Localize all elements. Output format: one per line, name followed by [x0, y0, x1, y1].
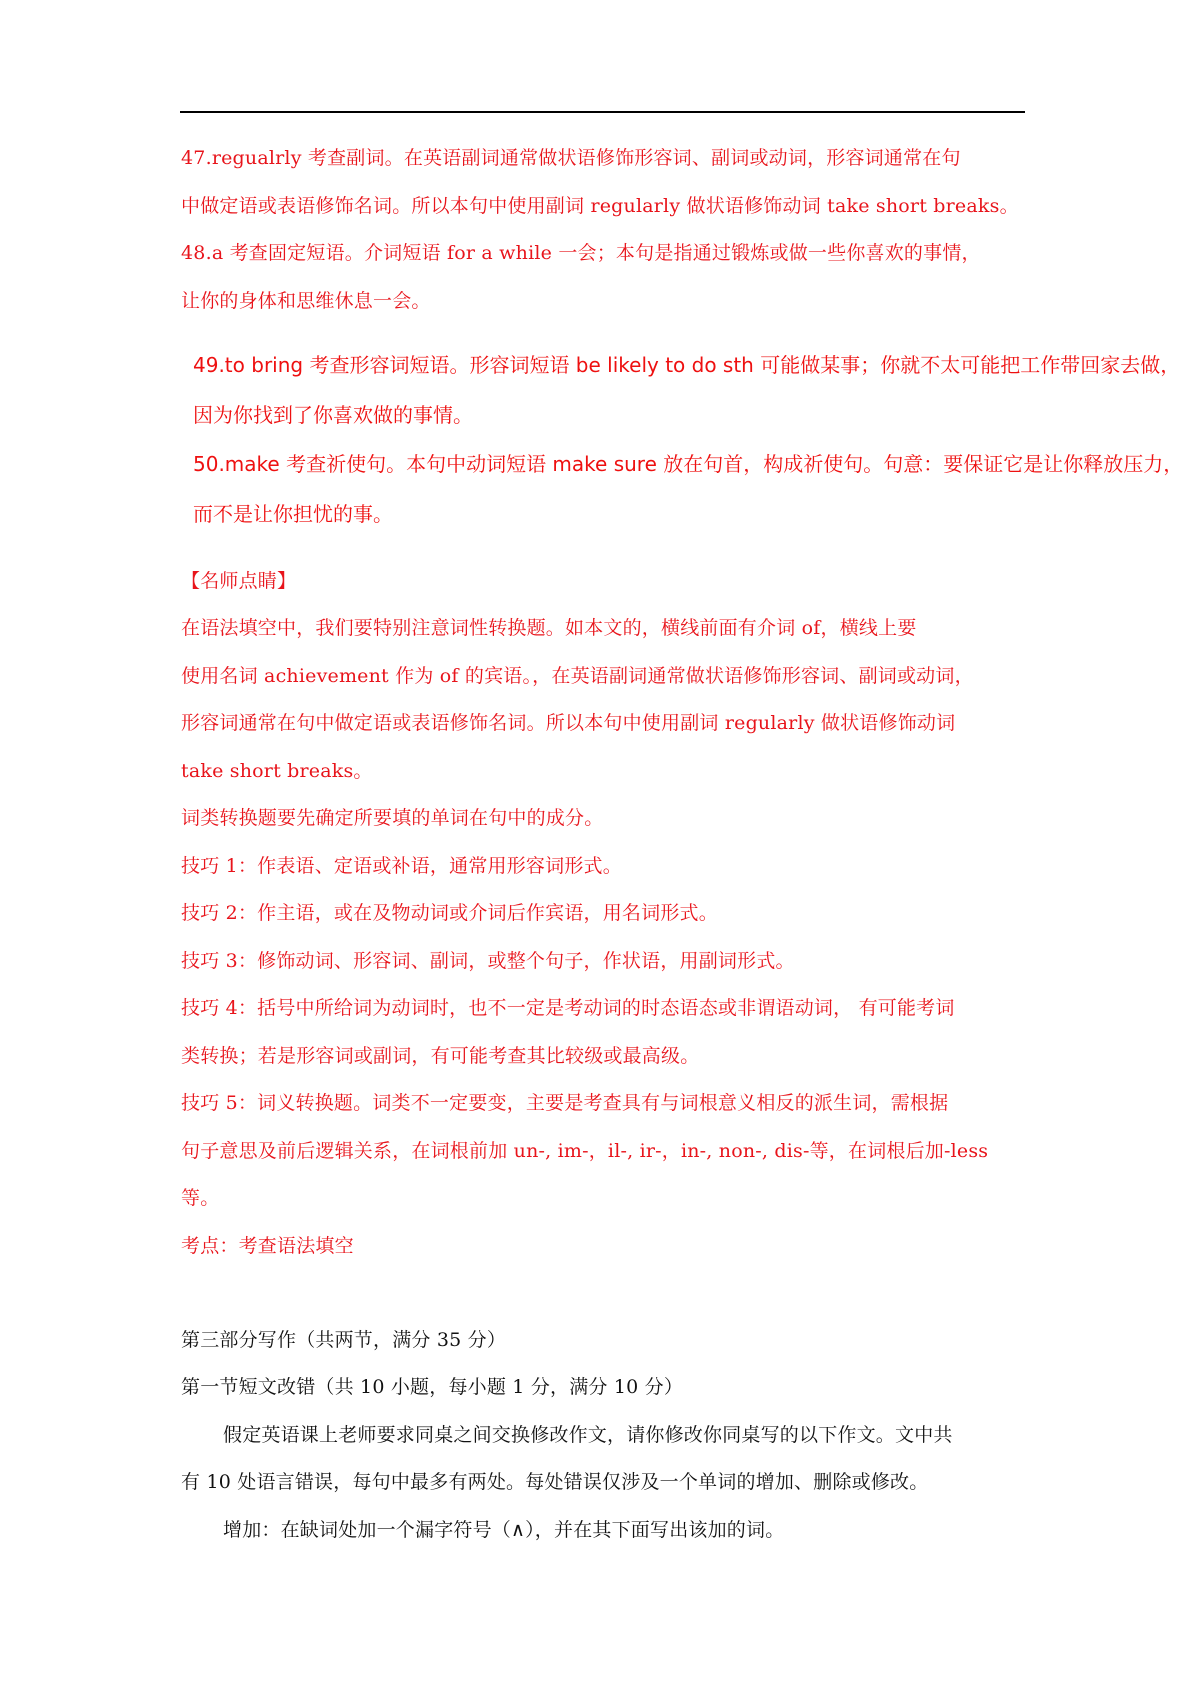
instruction-line-2: 有 10 处语言错误，每句中最多有两处。每处错误仅涉及一个单词的增加、删除或修改。	[181, 1471, 929, 1493]
part3-title: 第三部分写作（共两节，满分 35 分）	[181, 1329, 507, 1351]
tips-para1-line-2: 使用名词 achievement 作为 of 的宾语。，在英语副词通常做状语修饰形容词、副词或动词，	[181, 665, 974, 687]
tips-para1-line-4: take short breaks。	[181, 760, 373, 782]
teacher-tips-heading: 【名师点睛】	[181, 570, 297, 592]
tip-4-line-2: 类转换；若是形容词或副词，有可能考查其比较级或最高级。	[181, 1045, 700, 1067]
q47-line-1: 47.regualrly 考查副词。在英语副词通常做状语修饰形容词、副词或动词，形容词通常在句	[181, 147, 961, 169]
header-rule	[180, 111, 1025, 113]
q50-line-1: 50.make 考查祈使句。本句中动词短语 make sure 放在句首，构成祈使句。句意：要保证它是让你释放压力，	[193, 452, 1184, 476]
tip-5-line-2: 句子意思及前后逻辑关系，在词根前加 un-, im-，il-, ir-，in-, non-, dis-等，在词根后加-less	[181, 1140, 989, 1162]
q50-line-2: 而不是让你担忧的事。	[193, 502, 393, 526]
tips-para1-line-1: 在语法填空中，我们要特别注意词性转换题。如本文的，横线前面有介词 of，横线上要	[181, 617, 917, 639]
instruction-line-1: 假定英语课上老师要求同桌之间交换修改作文，请你修改你同桌写的以下作文。文中共	[223, 1424, 953, 1446]
q48-line-2: 让你的身体和思维休息一会。	[181, 290, 431, 312]
tip-5-line-3: 等。	[181, 1187, 220, 1209]
q49-line-1: 49.to bring 考查形容词短语。形容词短语 be likely to do sth 可能做某事；你就不太可能把工作带回家去做，	[193, 353, 1181, 377]
tip-1: 技巧 1：作表语、定语或补语，通常用形容词形式。	[181, 855, 622, 877]
tip-2: 技巧 2：作主语，或在及物动词或介词后作宾语，用名词形式。	[181, 902, 718, 924]
q49-line-2: 因为你找到了你喜欢做的事情。	[193, 403, 473, 427]
kaodian-line: 考点：考查语法填空	[181, 1235, 354, 1257]
instruction-line-3: 增加：在缺词处加一个漏字符号（∧），并在其下面写出该加的词。	[223, 1519, 785, 1541]
tip-5-line-1: 技巧 5：词义转换题。词类不一定要变，主要是考查具有与词根意义相反的派生词，需根据	[181, 1092, 949, 1114]
section1-title: 第一节短文改错（共 10 小题，每小题 1 分，满分 10 分）	[181, 1376, 684, 1398]
q48-line-1: 48.a 考查固定短语。介词短语 for a while 一会；本句是指通过锻炼或做一些你喜欢的事情，	[181, 242, 981, 264]
q47-line-2: 中做定语或表语修饰名词。所以本句中使用副词 regularly 做状语修饰动词 take short breaks。	[181, 195, 1019, 217]
tip-4-line-1: 技巧 4：括号中所给词为动词时，也不一定是考动词的时态语态或非谓语动词， 有可能考词	[181, 997, 955, 1019]
tip-3: 技巧 3：修饰动词、形容词、副词，或整个句子，作状语，用副词形式。	[181, 950, 795, 972]
tips-para1-line-3: 形容词通常在句中做定语或表语修饰名词。所以本句中使用副词 regularly 做状语修饰动词	[181, 712, 956, 734]
tips-para2: 词类转换题要先确定所要填的单词在句中的成分。	[181, 807, 604, 829]
